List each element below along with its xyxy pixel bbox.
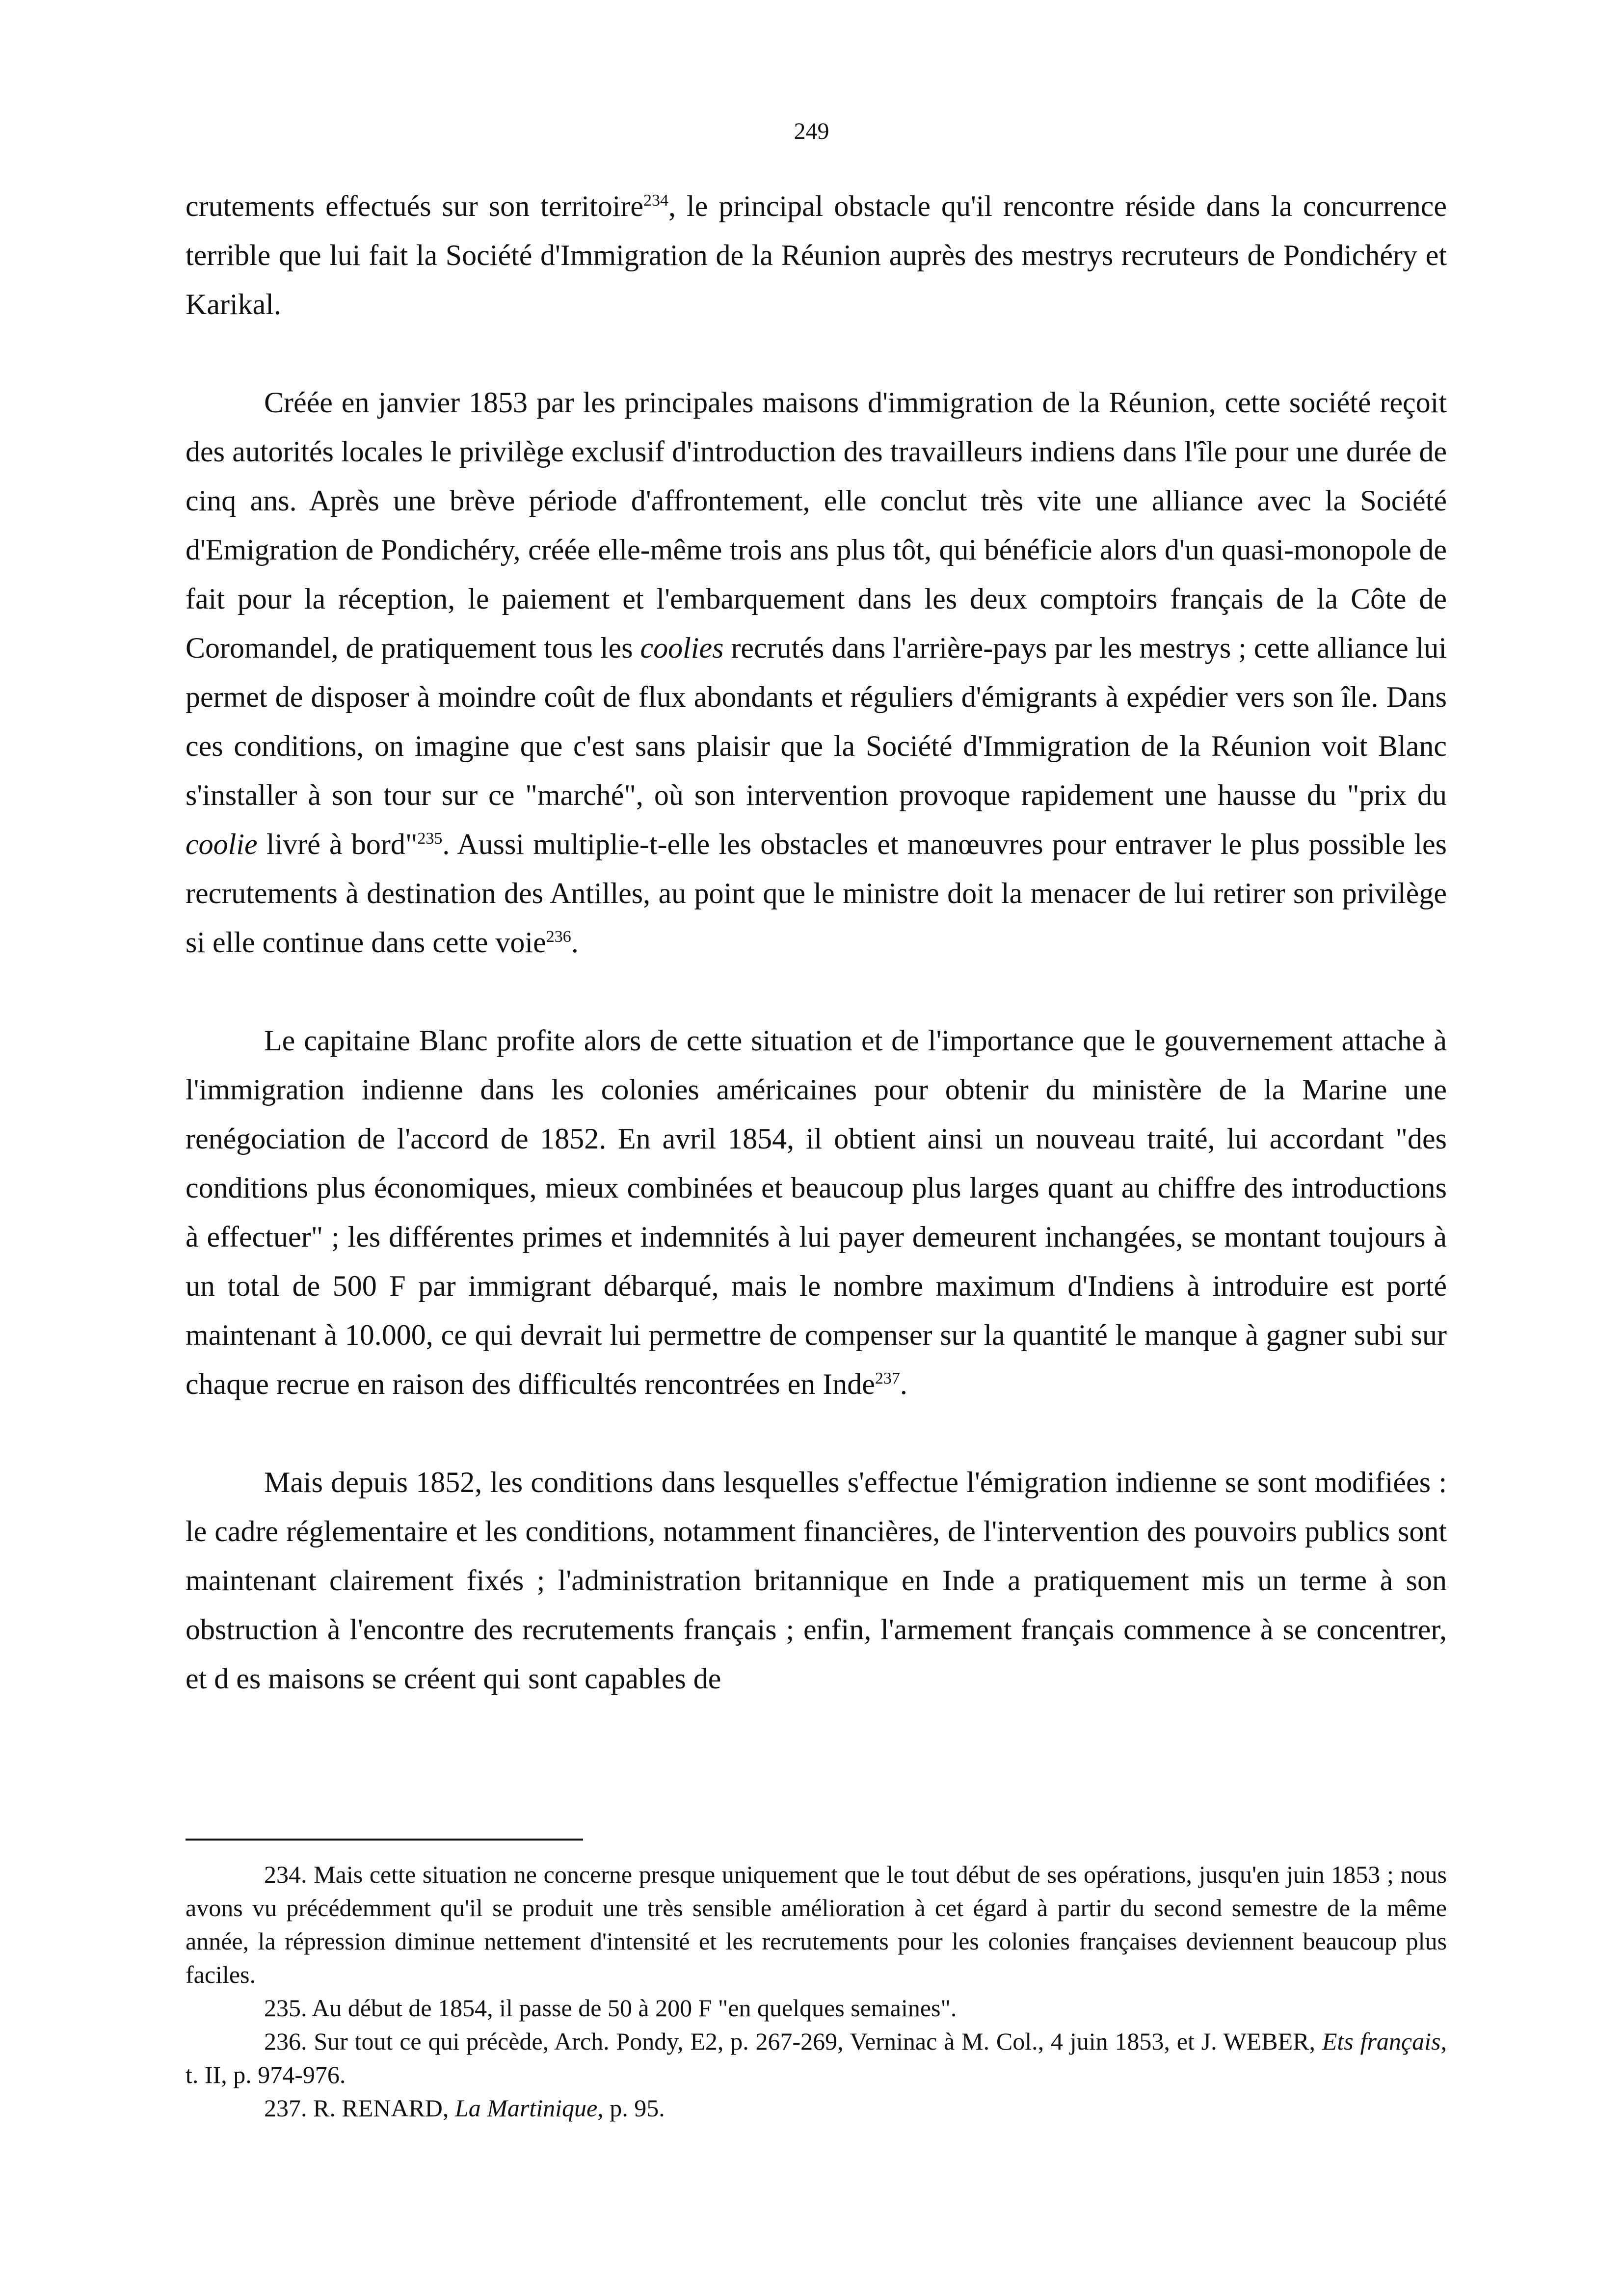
text-run: recrutés dans l'arrière-pays par les mestrys ; cette alliance lui permet de disposer à moindre coût de flux abondants et réguliers d'émigrants à expédier vers son île. Dans ces conditions, on imagine que c'est sans plaisir que la Société d'Immigration de la Réunion voit Blanc s'installer à son tour sur ce "marché", où son intervention provoque rapidement une hausse du "prix du <box>186 632 1447 811</box>
footnote-ref: 236 <box>546 928 571 946</box>
italic-text: Ets français <box>1322 2028 1441 2055</box>
text-run: . Aussi multiplie-t-elle les obstacles et manœuvres pour entraver le plus possible les recrutements à destination des Antilles, au point que le ministre doit la menacer de lui retirer son privilège si elle continue dans cette voie <box>186 828 1447 959</box>
footnotes <box>186 1858 1447 2125</box>
paragraph-3 <box>186 1016 1447 1409</box>
paragraph-4 <box>186 1458 1447 1703</box>
text-run: 234. Mais cette situation ne concerne presque uniquement que le tout début de ses opérations, jusqu'en juin 1853 ; nous avons vu précédemment qu'il se produit une très sensible amélioration à cet égard à partir du second semestre de la même année, la répression diminue nettement d'intensité et les recrutements pour les colonies françaises deviennent beaucoup plus faciles. <box>186 1861 1447 1988</box>
text-run: 237. R. RENARD, <box>264 2094 455 2122</box>
text-run: Le capitaine Blanc profite alors de cette situation et de l'importance que le gouvernement attache à l'immigration indienne dans les colonies américaines pour obtenir du ministère de la Marine une renégociation de l'accord de 1852. En avril 1854, il obtient ainsi un nouveau traité, lui accordant "des conditions plus économiques, mieux combinées et beaucoup plus larges quant au chiffre des introductions à effectuer" ; les différentes primes et indemnités à lui payer demeurent inchangées, se montant toujours à un total de 500 F par immigrant débarqué, mais le nombre maximum d'Indiens à introduire est porté maintenant à 10.000, ce qui devrait lui permettre de compenser sur la quantité le manque à gagner subi sur chaque recrue en raison des difficultés rencontrées en Inde <box>186 1024 1447 1400</box>
text-run: , t. II, p. 974-976. <box>186 2028 1447 2088</box>
page-number: 249 <box>794 118 829 144</box>
footnote-234 <box>186 1858 1447 1991</box>
footnote-237 <box>186 2091 1447 2125</box>
text-run: , p. 95. <box>597 2094 665 2122</box>
italic-text: coolies <box>640 632 724 664</box>
footnote-divider <box>186 1839 583 1841</box>
footnote-236 <box>186 2025 1447 2091</box>
text-run: . <box>571 926 579 959</box>
paragraph-2 <box>186 378 1447 967</box>
text-run: Créée en janvier 1853 par les principales maisons d'immigration de la Réunion, cette société reçoit des autorités locales le privilège exclusif d'introduction des travailleurs indiens dans l'île pour une durée de cinq ans. Après une brève période d'affrontement, elle conclut très vite une alliance avec la Société d'Emigration de Pondichéry, créée elle-même trois ans plus tôt, qui bénéficie alors d'un quasi-monopole de fait pour la réception, le paiement et l'embarquement dans les deux comptoirs français de la Côte de Coromandel, de pratiquement tous les <box>186 386 1447 664</box>
footnote-ref: 234 <box>643 191 669 210</box>
text-run: . <box>900 1368 907 1400</box>
text-run: Mais depuis 1852, les conditions dans lesquelles s'effectue l'émigration indienne se sont modifiées : le cadre réglementaire et les conditions, notamment financières, de l'intervention des pouvoirs publics sont maintenant clairement fixés ; l'administration britannique en Inde a pratiquement mis un terme à son obstruction à l'encontre des recrutements français ; enfin, l'armement français commence à se concentrer, et d es maisons se créent qui sont capables de <box>186 1466 1447 1695</box>
italic-text: La Martinique <box>454 2094 598 2122</box>
body-text <box>186 182 1447 1703</box>
text-run: crutements effectués sur son territoire <box>186 190 644 222</box>
text-run: , le principal obstacle qu'il rencontre réside dans la concurrence terrible que lui fait la Société d'Immigration de la Réunion auprès des mestrys recruteurs de Pondichéry et Karikal. <box>186 190 1447 320</box>
footnote-ref: 237 <box>875 1369 900 1388</box>
footnote-235 <box>186 1991 1447 2025</box>
italic-text: coolie <box>186 828 258 860</box>
text-run: 235. Au début de 1854, il passe de 50 à 200 F "en quelques semaines". <box>264 1994 957 2022</box>
footnote-ref: 235 <box>417 829 443 848</box>
text-run: livré à bord" <box>257 828 418 860</box>
paragraph-1 <box>186 182 1447 329</box>
text-run: 236. Sur tout ce qui précède, Arch. Pondy, E2, p. 267-269, Verninac à M. Col., 4 juin 1853, et J. WEBER, <box>264 2028 1322 2055</box>
